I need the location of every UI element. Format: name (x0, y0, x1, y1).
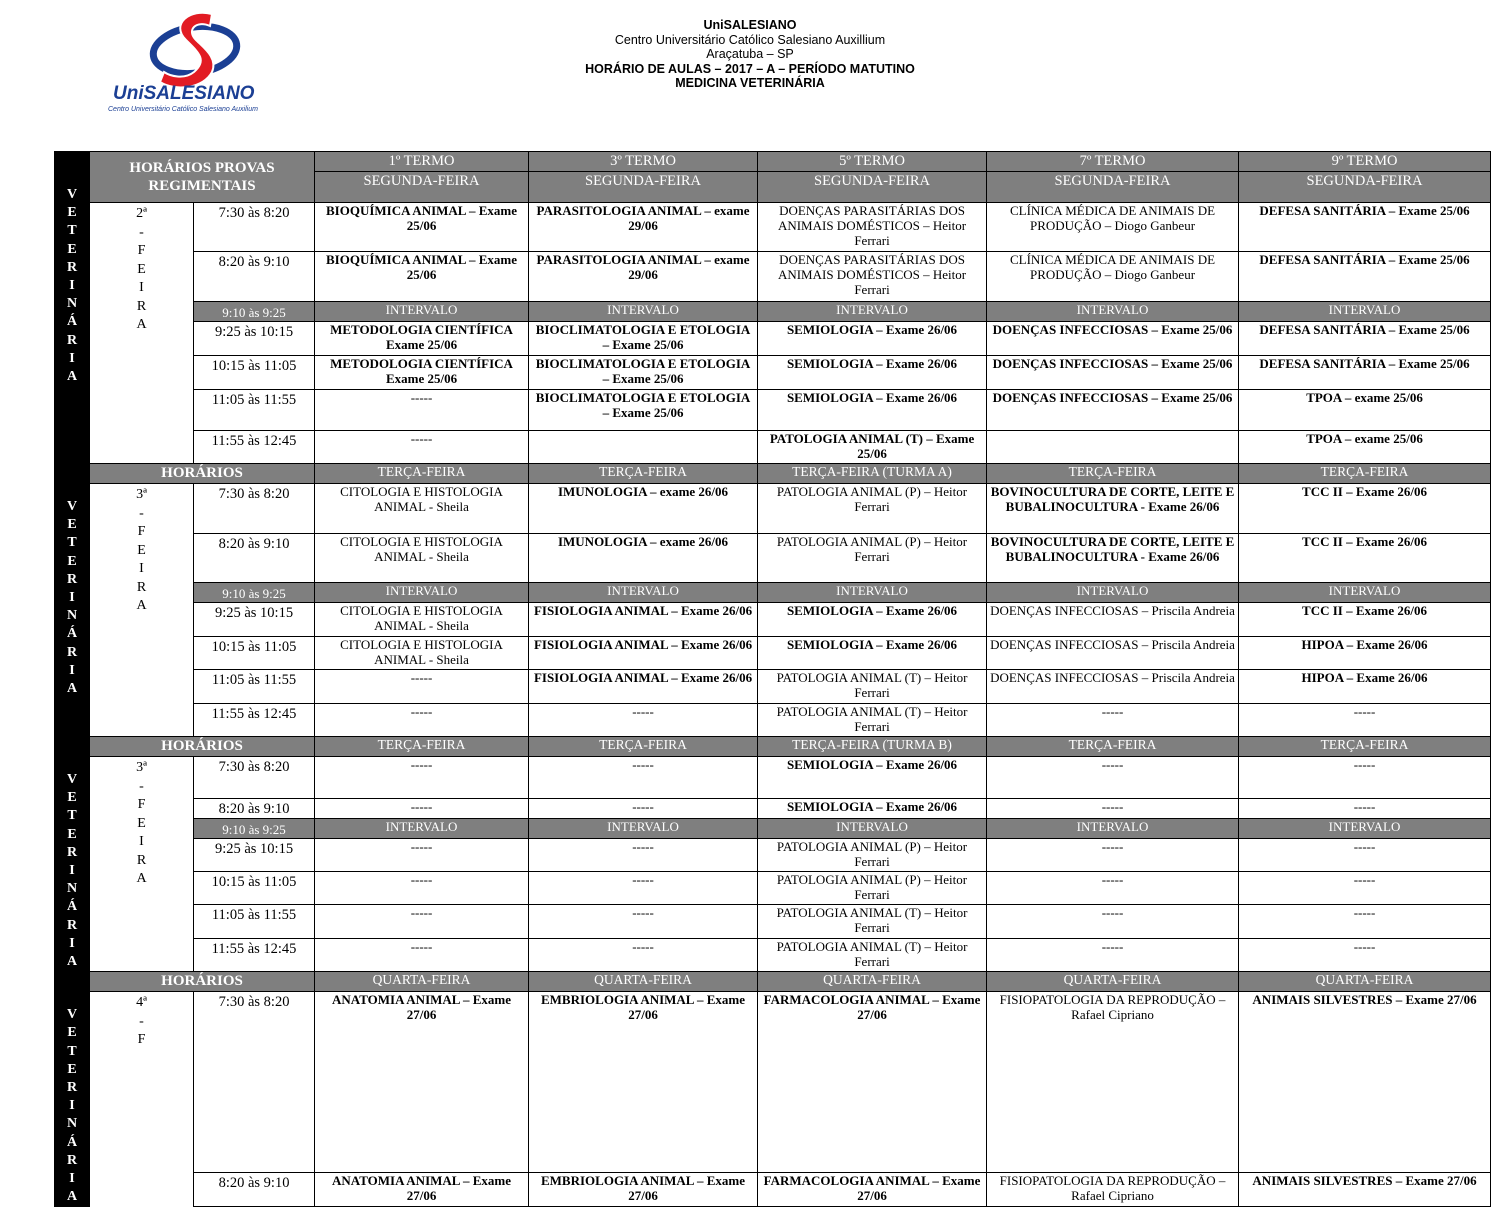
weekday-letter: F (137, 524, 146, 539)
class-cell: EMBRIOLOGIA ANIMAL – Exame 27/06 (529, 992, 758, 1173)
class-cell: PATOLOGIA ANIMAL (T) – Exame 25/06 (758, 431, 987, 464)
side-letter: V (66, 1007, 78, 1023)
class-cell: ANIMAIS SILVESTRES – Exame 27/06 (1239, 992, 1491, 1173)
side-letter: I (69, 1098, 75, 1114)
interval-cell: INTERVALO (1239, 302, 1491, 322)
weekday-letter: E (137, 261, 146, 277)
class-cell: ANATOMIA ANIMAL – Exame 27/06 (315, 992, 529, 1173)
class-cell: DOENÇAS INFECCIOSAS – Priscila Andreia (987, 603, 1239, 637)
interval-cell: INTERVALO (987, 302, 1239, 322)
weekday-letter: I (139, 561, 144, 576)
day-header: SEGUNDA-FEIRA (758, 172, 987, 203)
class-cell (987, 431, 1239, 464)
class-cell: ----- (1239, 704, 1491, 737)
class-cell: ANATOMIA ANIMAL – Exame 27/06 (315, 1173, 529, 1207)
side-letter: I (69, 1171, 75, 1187)
class-cell: FISIOLOGIA ANIMAL – Exame 26/06 (529, 637, 758, 670)
side-letter: V (66, 499, 78, 514)
class-cell: ----- (315, 905, 529, 939)
class-cell: DOENÇAS INFECCIOSAS – Priscila Andreia (987, 670, 1239, 704)
class-cell: BOVINOCULTURA DE CORTE, LEITE E BUBALINOCULTURA - Exame 26/06 (987, 484, 1239, 534)
day-header: TERÇA-FEIRA (315, 737, 529, 757)
class-cell: FISIOPATOLOGIA DA REPRODUÇÃO – Rafael Cipriano (987, 1173, 1239, 1207)
class-cell: ----- (315, 939, 529, 972)
side-letter: Á (66, 1134, 78, 1150)
class-cell: ANIMAIS SILVESTRES – Exame 27/06 (1239, 1173, 1491, 1207)
side-letter: R (66, 332, 78, 348)
logo-emblem-icon (100, 10, 300, 120)
day-header: TERÇA-FEIRA (1239, 464, 1491, 484)
day-header: TERÇA-FEIRA (529, 464, 758, 484)
class-cell: ----- (315, 670, 529, 704)
interval-cell: INTERVALO (758, 819, 987, 839)
day-header: QUARTA-FEIRA (529, 972, 758, 992)
time-slot: 9:25 às 10:15 (194, 322, 315, 356)
side-letter: T (67, 223, 77, 239)
class-cell: SEMIOLOGIA – Exame 26/06 (758, 322, 987, 356)
side-letter: N (66, 608, 78, 624)
side-letter: E (67, 205, 77, 221)
header-label: HORÁRIOS PROVAS REGIMENTAIS (90, 152, 315, 203)
schedule-row (55, 322, 1491, 356)
class-cell: PATOLOGIA ANIMAL (P) – Heitor Ferrari (758, 872, 987, 905)
class-cell: ----- (1239, 939, 1491, 972)
time-slot: 11:55 às 12:45 (194, 431, 315, 464)
class-cell: DOENÇAS PARASITÁRIAS DOS ANIMAIS DOMÉSTICOS – Heitor Ferrari (758, 203, 987, 252)
class-cell: ----- (315, 390, 529, 431)
institution-full-name: Centro Universitário Católico Salesiano Auxillium (614, 32, 886, 47)
class-cell: ----- (987, 872, 1239, 905)
time-slot: 7:30 às 8:20 (194, 203, 315, 252)
class-cell: DOENÇAS INFECCIOSAS – Exame 25/06 (987, 390, 1239, 431)
class-cell: DEFESA SANITÁRIA – Exame 25/06 (1239, 322, 1491, 356)
side-letter: R (66, 259, 78, 275)
day-header: SEGUNDA-FEIRA (529, 172, 758, 203)
time-slot: 7:30 às 8:20 (194, 484, 315, 534)
class-cell: ----- (987, 905, 1239, 939)
day-header: SEGUNDA-FEIRA (1239, 172, 1491, 203)
class-cell: DEFESA SANITÁRIA – Exame 25/06 (1239, 252, 1491, 302)
class-cell: CITOLOGIA E HISTOLOGIA ANIMAL - Sheila (315, 534, 529, 583)
class-cell: PATOLOGIA ANIMAL (T) – Heitor Ferrari (758, 704, 987, 737)
side-letter: I (69, 863, 75, 879)
time-slot: 9:10 às 9:25 (194, 819, 315, 839)
block-header-row (55, 737, 1491, 757)
time-slot: 9:25 às 10:15 (194, 603, 315, 637)
day-header: TERÇA-FEIRA (987, 737, 1239, 757)
class-cell: SEMIOLOGIA – Exame 26/06 (758, 757, 987, 799)
day-header: QUARTA-FEIRA (758, 972, 987, 992)
class-cell: ----- (987, 757, 1239, 799)
schedule-row (55, 939, 1491, 972)
term-header: 1º TERMO (315, 152, 529, 172)
class-cell: FISIOLOGIA ANIMAL – Exame 26/06 (529, 603, 758, 637)
document-header (440, 18, 1060, 91)
interval-cell: INTERVALO (529, 583, 758, 603)
weekday-letter: - (139, 505, 144, 521)
class-cell: DOENÇAS INFECCIOSAS – Priscila Andreia (987, 637, 1239, 670)
class-cell: ----- (987, 939, 1239, 972)
time-slot: 7:30 às 8:20 (194, 992, 315, 1173)
side-letter: I (69, 935, 75, 951)
weekday-label (90, 757, 194, 972)
side-letter: Á (66, 314, 78, 330)
schedule-row (55, 431, 1491, 464)
interval-cell: INTERVALO (315, 583, 529, 603)
class-cell: CLÍNICA MÉDICA DE ANIMAIS DE PRODUÇÃO – Diogo Ganbeur (987, 252, 1239, 302)
class-cell: SEMIOLOGIA – Exame 26/06 (758, 799, 987, 819)
day-header: SEGUNDA-FEIRA (315, 172, 529, 203)
class-cell: BIOQUÍMICA ANIMAL – Exame 25/06 (315, 203, 529, 252)
class-cell: ----- (315, 704, 529, 737)
side-label-veterinaria (55, 152, 90, 464)
side-letter: A (66, 369, 78, 385)
weekday-letter: I (139, 280, 144, 295)
time-slot: 11:05 às 11:55 (194, 905, 315, 939)
side-letter: E (67, 790, 77, 806)
class-cell: ----- (315, 431, 529, 464)
class-cell: TPOA – exame 25/06 (1239, 390, 1491, 431)
time-slot: 11:05 às 11:55 (194, 390, 315, 431)
term-header-row (55, 152, 1491, 172)
class-cell: ----- (315, 872, 529, 905)
header-label: HORÁRIOS (90, 737, 315, 757)
side-letter: R (66, 1152, 78, 1168)
weekday-letter: 2ª (136, 206, 147, 221)
class-cell: SEMIOLOGIA – Exame 26/06 (758, 390, 987, 431)
header-label: HORÁRIOS (90, 464, 315, 484)
class-cell: DOENÇAS PARASITÁRIAS DOS ANIMAIS DOMÉSTICOS – Heitor Ferrari (758, 252, 987, 302)
weekday-letter: A (136, 317, 147, 332)
day-header: QUARTA-FEIRA (987, 972, 1239, 992)
weekday-letter: F (137, 797, 146, 812)
class-cell: TCC II – Exame 26/06 (1239, 603, 1491, 637)
schedule-row (55, 356, 1491, 390)
class-cell: DOENÇAS INFECCIOSAS – Exame 25/06 (987, 356, 1239, 390)
class-cell: DEFESA SANITÁRIA – Exame 25/06 (1239, 356, 1491, 390)
side-letter: R (66, 917, 78, 933)
class-cell: TPOA – exame 25/06 (1239, 431, 1491, 464)
class-cell: TCC II – Exame 26/06 (1239, 534, 1491, 583)
time-slot: 9:10 às 9:25 (194, 302, 315, 322)
class-cell: ----- (1239, 905, 1491, 939)
class-cell: ----- (1239, 799, 1491, 819)
weekday-letter: F (137, 1032, 146, 1048)
class-cell: PATOLOGIA ANIMAL (T) – Heitor Ferrari (758, 670, 987, 704)
class-cell: PARASITOLOGIA ANIMAL – exame 29/06 (529, 252, 758, 302)
schedule-row (55, 534, 1491, 583)
class-cell: ----- (529, 757, 758, 799)
class-cell: CITOLOGIA E HISTOLOGIA ANIMAL - Sheila (315, 637, 529, 670)
side-letter: V (66, 187, 78, 202)
class-cell: BIOCLIMATOLOGIA E ETOLOGIA – Exame 25/06 (529, 356, 758, 390)
side-letter: R (66, 571, 78, 587)
side-letter: V (66, 772, 78, 787)
day-header: SEGUNDA-FEIRA (987, 172, 1239, 203)
weekday-letter: 3ª (136, 487, 147, 502)
side-letter: N (66, 881, 78, 897)
side-letter: A (66, 681, 78, 697)
schedule-row (55, 390, 1491, 431)
class-cell: SEMIOLOGIA – Exame 26/06 (758, 603, 987, 637)
class-cell: ----- (529, 872, 758, 905)
schedule-row (55, 799, 1491, 819)
weekday-letter: E (137, 542, 146, 558)
class-cell: ----- (987, 799, 1239, 819)
time-slot: 10:15 às 11:05 (194, 356, 315, 390)
class-cell: BIOQUÍMICA ANIMAL – Exame 25/06 (315, 252, 529, 302)
class-cell: ----- (529, 799, 758, 819)
interval-cell: INTERVALO (758, 583, 987, 603)
side-letter: T (67, 808, 77, 824)
class-cell: FISIOPATOLOGIA DA REPRODUÇÃO – Rafael Cipriano (987, 992, 1239, 1173)
class-cell: IMUNOLOGIA – exame 26/06 (529, 484, 758, 534)
weekday-letter: - (139, 778, 144, 794)
class-cell: ----- (987, 704, 1239, 737)
time-slot: 11:55 às 12:45 (194, 939, 315, 972)
side-label-veterinaria (55, 464, 90, 737)
side-letter: I (69, 662, 75, 678)
interval-cell: INTERVALO (987, 819, 1239, 839)
day-header: TERÇA-FEIRA (TURMA A) (758, 464, 987, 484)
time-slot: 9:25 às 10:15 (194, 839, 315, 872)
side-letter: A (66, 954, 78, 970)
side-letter: E (67, 1025, 77, 1041)
weekday-letter: R (136, 852, 147, 868)
time-slot: 7:30 às 8:20 (194, 757, 315, 799)
term-header: 9º TERMO (1239, 152, 1491, 172)
class-cell: PARASITOLOGIA ANIMAL – exame 29/06 (529, 203, 758, 252)
class-cell: ----- (315, 757, 529, 799)
side-letter: R (66, 644, 78, 660)
weekday-letter: R (136, 298, 147, 314)
schedule-row (55, 203, 1491, 252)
class-cell: CLÍNICA MÉDICA DE ANIMAIS DE PRODUÇÃO – Diogo Ganbeur (987, 203, 1239, 252)
class-cell: DEFESA SANITÁRIA – Exame 25/06 (1239, 203, 1491, 252)
time-slot: 8:20 às 9:10 (194, 799, 315, 819)
weekday-letter: 4ª (136, 995, 147, 1011)
class-cell: ----- (1239, 839, 1491, 872)
side-letter: I (69, 590, 75, 606)
weekday-letter: R (136, 579, 147, 595)
time-slot: 9:10 às 9:25 (194, 583, 315, 603)
class-cell: EMBRIOLOGIA ANIMAL – Exame 27/06 (529, 1173, 758, 1207)
schedule-row (55, 704, 1491, 737)
side-letter: E (67, 1061, 77, 1077)
side-letter: E (67, 241, 77, 257)
side-letter: E (67, 553, 77, 569)
side-label-veterinaria (55, 737, 90, 972)
class-cell: DOENÇAS INFECCIOSAS – Exame 25/06 (987, 322, 1239, 356)
side-letter: N (66, 1116, 78, 1132)
side-label-veterinaria (55, 972, 90, 1207)
class-cell: IMUNOLOGIA – exame 26/06 (529, 534, 758, 583)
class-cell: ----- (529, 704, 758, 737)
class-cell: ----- (529, 839, 758, 872)
interval-cell: INTERVALO (987, 583, 1239, 603)
class-cell: TCC II – Exame 26/06 (1239, 484, 1491, 534)
side-letter: N (66, 296, 78, 312)
class-cell: SEMIOLOGIA – Exame 26/06 (758, 356, 987, 390)
term-header: 7º TERMO (987, 152, 1239, 172)
time-slot: 10:15 às 11:05 (194, 872, 315, 905)
weekday-letter: E (137, 815, 146, 831)
class-cell: ----- (1239, 757, 1491, 799)
schedule-row (55, 484, 1491, 534)
schedule-row (55, 252, 1491, 302)
class-cell: PATOLOGIA ANIMAL (P) – Heitor Ferrari (758, 534, 987, 583)
weekday-label (90, 992, 194, 1207)
schedule-row (55, 1173, 1491, 1207)
class-cell: METODOLOGIA CIENTÍFICA Exame 25/06 (315, 356, 529, 390)
day-header: QUARTA-FEIRA (315, 972, 529, 992)
class-cell: ----- (315, 799, 529, 819)
day-header: TERÇA-FEIRA (987, 464, 1239, 484)
institution-city: Araçatuba – SP (706, 47, 794, 61)
time-slot: 11:05 às 11:55 (194, 670, 315, 704)
class-cell: METODOLOGIA CIENTÍFICA Exame 25/06 (315, 322, 529, 356)
class-cell: FISIOLOGIA ANIMAL – Exame 26/06 (529, 670, 758, 704)
class-cell: HIPOA – Exame 26/06 (1239, 670, 1491, 704)
side-letter: Á (66, 899, 78, 915)
interval-cell: INTERVALO (529, 302, 758, 322)
time-slot: 8:20 às 9:10 (194, 252, 315, 302)
class-cell: BOVINOCULTURA DE CORTE, LEITE E BUBALINOCULTURA - Exame 26/06 (987, 534, 1239, 583)
interval-cell: INTERVALO (529, 819, 758, 839)
interval-cell: INTERVALO (315, 819, 529, 839)
class-cell: PATOLOGIA ANIMAL (T) – Heitor Ferrari (758, 939, 987, 972)
course-name: MEDICINA VETERINÁRIA (675, 76, 825, 90)
time-slot: 11:55 às 12:45 (194, 704, 315, 737)
class-cell: BIOCLIMATOLOGIA E ETOLOGIA – Exame 25/06 (529, 322, 758, 356)
time-slot: 8:20 às 9:10 (194, 1173, 315, 1207)
day-header: TERÇA-FEIRA (529, 737, 758, 757)
weekday-letter: - (139, 1013, 144, 1029)
term-header: 5º TERMO (758, 152, 987, 172)
class-cell: HIPOA – Exame 26/06 (1239, 637, 1491, 670)
logo-tagline: Centro Universitário Católico Salesiano Auxilium (108, 106, 258, 113)
time-slot: 8:20 às 9:10 (194, 534, 315, 583)
unisalesiano-logo (100, 10, 300, 120)
weekday-label (90, 203, 194, 464)
weekday-letter: F (137, 243, 146, 258)
interval-cell: INTERVALO (1239, 583, 1491, 603)
class-cell: ----- (1239, 872, 1491, 905)
class-cell: PATOLOGIA ANIMAL (T) – Heitor Ferrari (758, 905, 987, 939)
side-letter: I (69, 278, 75, 294)
weekday-letter: 3ª (136, 760, 147, 775)
day-header: QUARTA-FEIRA (1239, 972, 1491, 992)
weekday-label (90, 484, 194, 737)
schedule-row (55, 872, 1491, 905)
class-cell: ----- (987, 839, 1239, 872)
side-letter: E (67, 826, 77, 842)
time-slot: 10:15 às 11:05 (194, 637, 315, 670)
schedule-table (54, 151, 1491, 1207)
weekday-letter: A (136, 598, 147, 613)
side-letter: I (69, 350, 75, 366)
side-letter: R (66, 844, 78, 860)
class-cell: CITOLOGIA E HISTOLOGIA ANIMAL - Sheila (315, 484, 529, 534)
institution-name: UniSALESIANO (703, 18, 797, 32)
side-letter: A (66, 1189, 78, 1205)
interval-cell: INTERVALO (315, 302, 529, 322)
header-label: HORÁRIOS (90, 972, 315, 992)
term-header: 3º TERMO (529, 152, 758, 172)
interval-row (55, 819, 1491, 839)
schedule-row (55, 992, 1491, 1173)
side-letter: T (67, 535, 77, 551)
class-cell: PATOLOGIA ANIMAL (P) – Heitor Ferrari (758, 484, 987, 534)
weekday-letter: - (139, 224, 144, 240)
class-cell (529, 431, 758, 464)
interval-row (55, 583, 1491, 603)
block-header-row (55, 972, 1491, 992)
class-cell: ----- (529, 905, 758, 939)
class-cell: ----- (315, 839, 529, 872)
schedule-row (55, 637, 1491, 670)
weekday-letter: I (139, 834, 144, 849)
class-cell: BIOCLIMATOLOGIA E ETOLOGIA – Exame 25/06 (529, 390, 758, 431)
day-header: TERÇA-FEIRA (1239, 737, 1491, 757)
class-cell: PATOLOGIA ANIMAL (P) – Heitor Ferrari (758, 839, 987, 872)
class-cell: FARMACOLOGIA ANIMAL – Exame 27/06 (758, 1173, 987, 1207)
schedule-row (55, 905, 1491, 939)
schedule-title: HORÁRIO DE AULAS – 2017 – A – PERÍODO MATUTINO (585, 61, 915, 76)
schedule-row (55, 603, 1491, 637)
day-header: TERÇA-FEIRA (315, 464, 529, 484)
side-letter: R (66, 1080, 78, 1096)
schedule-row (55, 839, 1491, 872)
weekday-letter: A (136, 871, 147, 886)
schedule-row (55, 757, 1491, 799)
logo-wordmark: UniSALESIANO (113, 83, 255, 104)
schedule-row (55, 670, 1491, 704)
class-cell: FARMACOLOGIA ANIMAL – Exame 27/06 (758, 992, 987, 1173)
class-cell: CITOLOGIA E HISTOLOGIA ANIMAL - Sheila (315, 603, 529, 637)
class-cell: ----- (529, 939, 758, 972)
interval-cell: INTERVALO (1239, 819, 1491, 839)
block-header-row (55, 464, 1491, 484)
interval-cell: INTERVALO (758, 302, 987, 322)
interval-row (55, 302, 1491, 322)
side-letter: E (67, 517, 77, 533)
side-letter: Á (66, 626, 78, 642)
class-cell: SEMIOLOGIA – Exame 26/06 (758, 637, 987, 670)
day-header: TERÇA-FEIRA (TURMA B) (758, 737, 987, 757)
side-letter: T (67, 1043, 77, 1059)
